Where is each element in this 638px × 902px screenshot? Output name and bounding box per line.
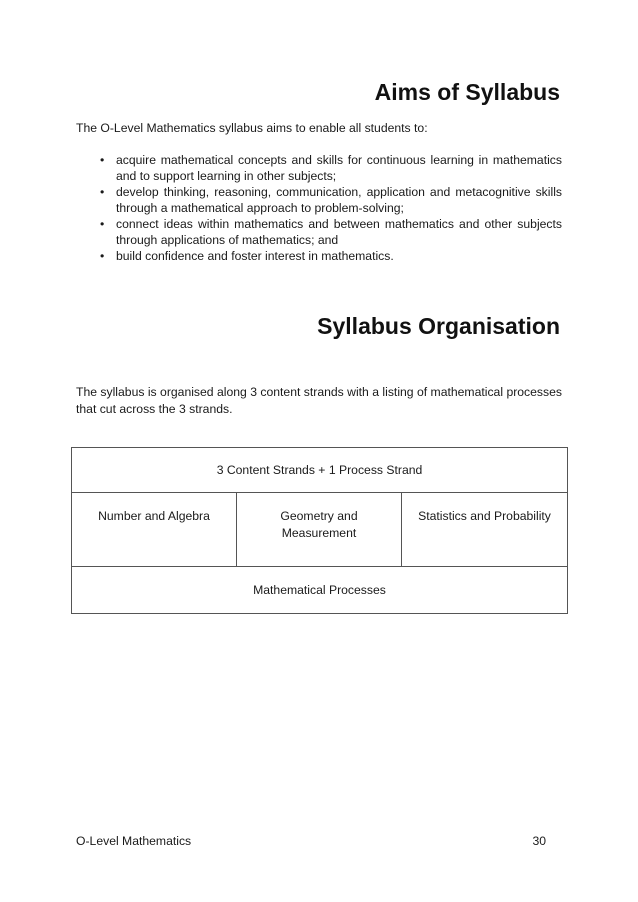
footer-title: O-Level Mathematics [76,834,192,848]
strand-cell-statistics-probability: Statistics and Probability [402,493,568,567]
aims-item-text: acquire mathematical concepts and skills for continuous learning in mathematics and to support learning in other subjects; [116,153,562,183]
strand-cell-text: Geometry and Measurement [280,509,358,540]
strands-table [71,447,568,614]
process-strand-cell: Mathematical Processes [72,567,568,614]
strands-table-header: 3 Content Strands + 1 Process Strand [72,448,568,493]
list-item [98,216,562,248]
aims-heading: Aims of Syllabus [374,79,560,105]
list-item [98,152,562,184]
aims-intro: The O-Level Mathematics syllabus aims to enable all students to: [76,121,428,135]
strand-cell-geometry-measurement [237,493,402,567]
strand-cell-number-algebra: Number and Algebra [72,493,237,567]
bullet-icon: • [100,153,105,167]
bullet-icon: • [100,249,105,263]
aims-item-text: build confidence and foster interest in mathematics. [116,249,394,263]
organisation-intro: The syllabus is organised along 3 content strands with a listing of mathematical processes that cut across the 3 strands. [76,385,562,416]
list-item [98,248,562,264]
aims-list [98,152,562,264]
aims-item-text: connect ideas within mathematics and between mathematics and other subjects through applications of mathematics; and [116,217,562,247]
bullet-icon: • [100,185,105,199]
bullet-icon: • [100,217,105,231]
list-item [98,184,562,216]
page-number: 30 [532,834,546,848]
organisation-heading: Syllabus Organisation [317,313,560,339]
aims-item-text: develop thinking, reasoning, communication, application and metacognitive skills through a mathematical approach to problem-solving; [116,185,562,215]
